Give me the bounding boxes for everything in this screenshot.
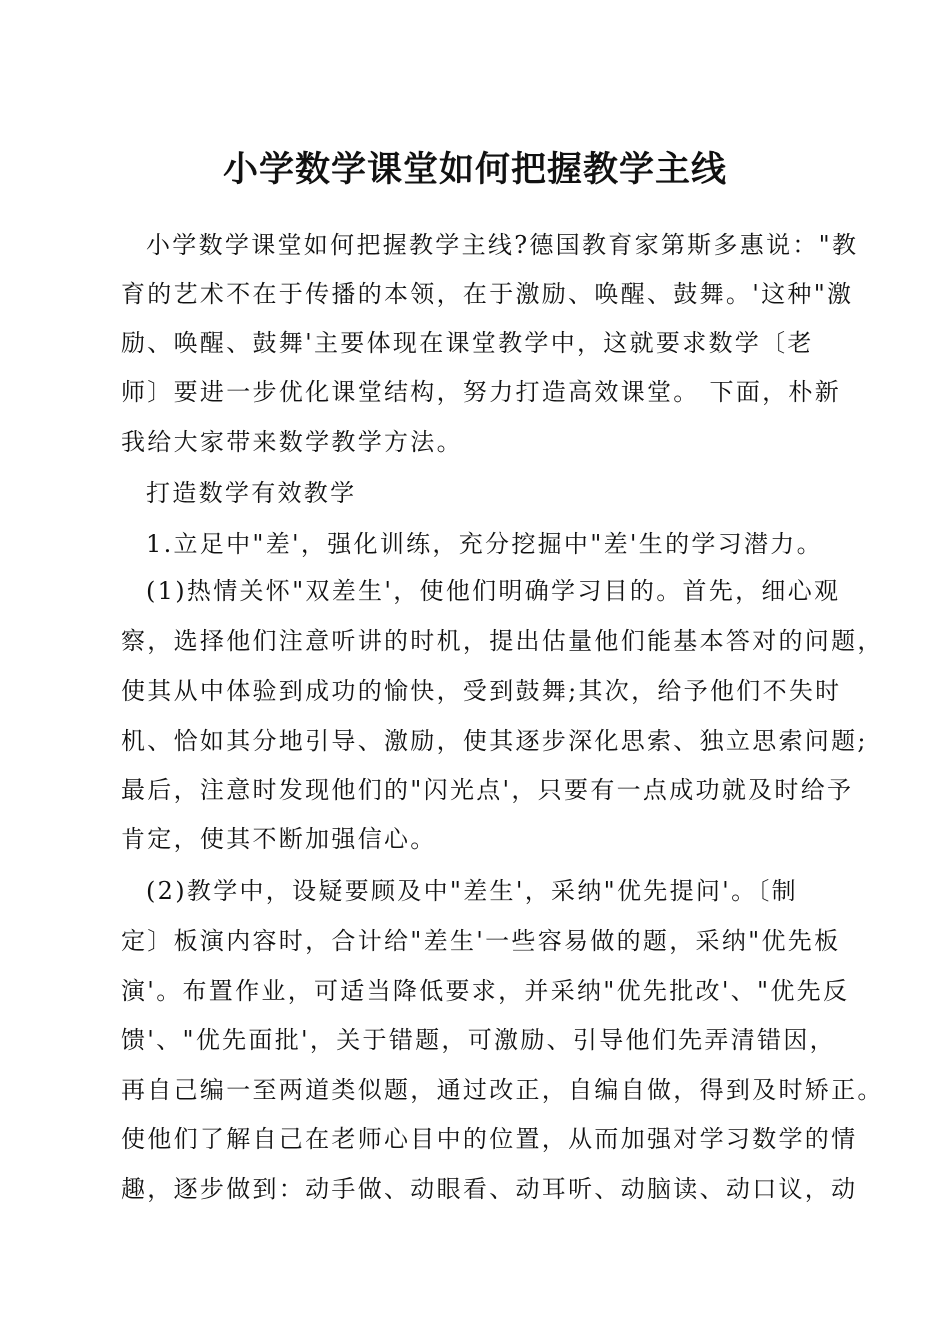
paragraph-line: 1.立足中"差'，强化训练，充分挖掘中"差'生的学习潜力。: [146, 530, 823, 558]
paragraph-line: 趣，逐步做到：动手做、动眼看、动耳听、动脑读、动口议，动: [121, 1175, 858, 1203]
paragraph-line: 使其从中体验到成功的愉快，受到鼓舞;其次，给予他们不失时: [121, 677, 842, 705]
paragraph-line: 使他们了解自己在老师心目中的位置，从而加强对学习数学的情: [121, 1125, 858, 1153]
section-heading: 打造数学有效教学: [146, 479, 357, 507]
paragraph-line: 再自己编一至两道类似题，通过改正，自编自做，得到及时矫正。: [121, 1076, 884, 1104]
document-title: 小学数学课堂如何把握教学主线: [222, 149, 727, 190]
paragraph-line: 察，选择他们注意听讲的时机，提出估量他们能基本答对的问题，: [121, 627, 884, 655]
paragraph-line: 小学数学课堂如何把握教学主线?德国教育家第斯多惠说："教: [146, 231, 859, 259]
paragraph-line: (1)热情关怀"双差生'，使他们明确学习目的。首先，细心观: [146, 577, 841, 605]
paragraph-line: 励、唤醒、鼓舞'主要体现在课堂教学中，这就要求数学〔老: [121, 329, 814, 357]
paragraph-line: 最后，注意时发现他们的"闪光点'，只要有一点成功就及时给予: [121, 776, 854, 804]
paragraph-line: 育的艺术不在于传播的本领，在于激励、唤醒、鼓舞。'这种"激: [121, 280, 854, 308]
paragraph-line: 演'。布置作业，可适当降低要求，并采纳"优先批改'、"优先反: [121, 977, 850, 1005]
paragraph-line: 我给大家带来数学教学方法。: [121, 428, 463, 456]
paragraph-line: (2)教学中，设疑要顾及中"差生'，采纳"优先提问'。〔制: [146, 877, 798, 905]
paragraph-line: 师〕要进一步优化课堂结构，努力打造高效课堂。 下面，朴新: [121, 378, 842, 406]
paragraph-line: 肯定，使其不断加强信心。: [121, 825, 437, 853]
paragraph-line: 定〕板演内容时，合计给"差生'一些容易做的题，采纳"优先板: [121, 927, 841, 955]
paragraph-line: 机、恰如其分地引导、激励，使其逐步深化思索、独立思索问题;: [121, 727, 868, 755]
paragraph-line: 馈'、"优先面批'，关于错题，可激励、引导他们先弄清错因，: [121, 1026, 836, 1054]
